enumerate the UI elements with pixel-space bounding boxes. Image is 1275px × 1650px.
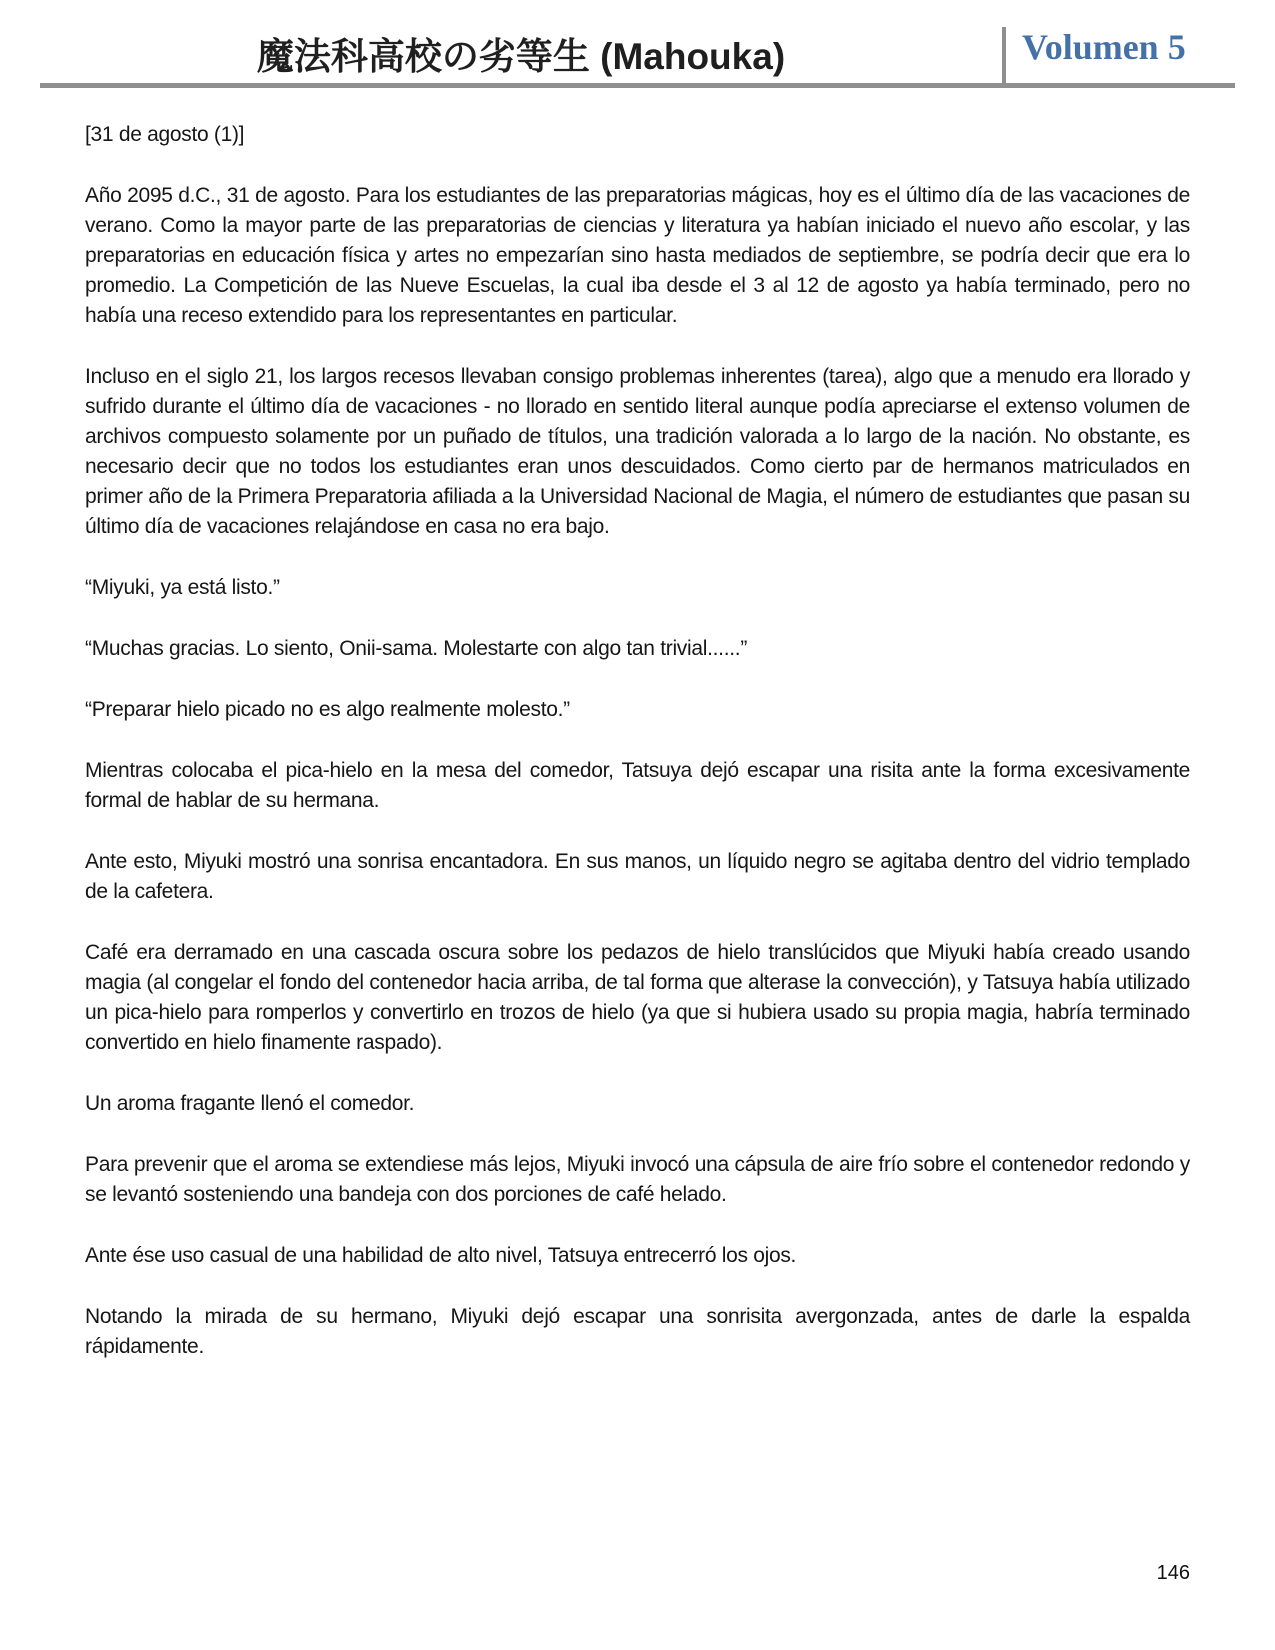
section-marker: [31 de agosto (1)] <box>85 123 245 146</box>
volume-label: Volumen 5 <box>1022 27 1186 67</box>
paragraph-narration: Año 2095 d.C., 31 de agosto. Para los estudiantes de las preparatorias mágicas, hoy es el último día de las vacaciones de verano. Como la mayor parte de las preparatorias de ciencias y literatura ya habían iniciado el nuevo año escolar, y las preparatorias en educación física y artes no empezarían sino hasta mediados de septiembre, se podría decir que era lo promedio. La Competición de las Nueve Escuelas, la cual iba desde el 3 al 12 de agosto ya había terminado, pero no había una receso extendido para los representantes en particular. <box>85 184 1190 327</box>
paragraph-dialogue: “Miyuki, ya está listo.” <box>85 576 280 599</box>
paragraph-narration: Ante esto, Miyuki mostró una sonrisa encantadora. En sus manos, un líquido negro se agitaba dentro del vidrio templado de la cafetera. <box>85 850 1190 903</box>
paragraph-narration: Café era derramado en una cascada oscura sobre los pedazos de hielo translúcidos que Miyuki había creado usando magia (al congelar el fondo del contenedor hacia arriba, de tal forma que alterase la convección), y Tatsuya había utilizado un pica-hielo para romperlos y convertirlo en trozos de hielo (ya que si hubiera usado su propia magia, habría terminado convertido en hielo finamente raspado). <box>85 941 1190 1054</box>
book-title: 魔法科高校の劣等生 (Mahouka) <box>256 36 786 77</box>
paragraph-narration: Un aroma fragante llenó el comedor. <box>85 1092 415 1115</box>
header-divider <box>1002 27 1006 88</box>
paragraph-dialogue: “Muchas gracias. Lo siento, Onii-sama. Molestarte con algo tan trivial......” <box>85 637 748 660</box>
page-number: 146 <box>1156 1562 1190 1584</box>
page-header <box>40 0 1235 88</box>
paragraph-narration: Ante ése uso casual de una habilidad de alto nivel, Tatsuya entrecerró los ojos. <box>85 1244 797 1267</box>
page-body <box>85 120 1190 1393</box>
paragraph-narration: Mientras colocaba el pica-hielo en la mesa del comedor, Tatsuya dejó escapar una risita ante la forma excesivamente formal de hablar de su hermana. <box>85 759 1190 812</box>
paragraph-dialogue: “Preparar hielo picado no es algo realmente molesto.” <box>85 698 570 721</box>
paragraph-narration: Incluso en el siglo 21, los largos recesos llevaban consigo problemas inherentes (tarea), algo que a menudo era llorado y sufrido durante el último día de vacaciones - no llorado en sentido literal aunque podía apreciarse el extenso volumen de archivos compuesto solamente por un puñado de títulos, una tradición valorada a lo largo de la nación. No obstante, es necesario decir que no todos los estudiantes eran unos descuidados. Como cierto par de hermanos matriculados en primer año de la Primera Preparatoria afiliada a la Universidad Nacional de Magia, el número de estudiantes que pasan su último día de vacaciones relajándose en casa no era bajo. <box>85 365 1190 538</box>
paragraph-narration: Para prevenir que el aroma se extendiese más lejos, Miyuki invocó una cápsula de aire frío sobre el contenedor redondo y se levantó sosteniendo una bandeja con dos porciones de café helado. <box>85 1153 1190 1206</box>
paragraph-narration: Notando la mirada de su hermano, Miyuki dejó escapar una sonrisita avergonzada, antes de darle la espalda rápidamente. <box>85 1305 1190 1358</box>
